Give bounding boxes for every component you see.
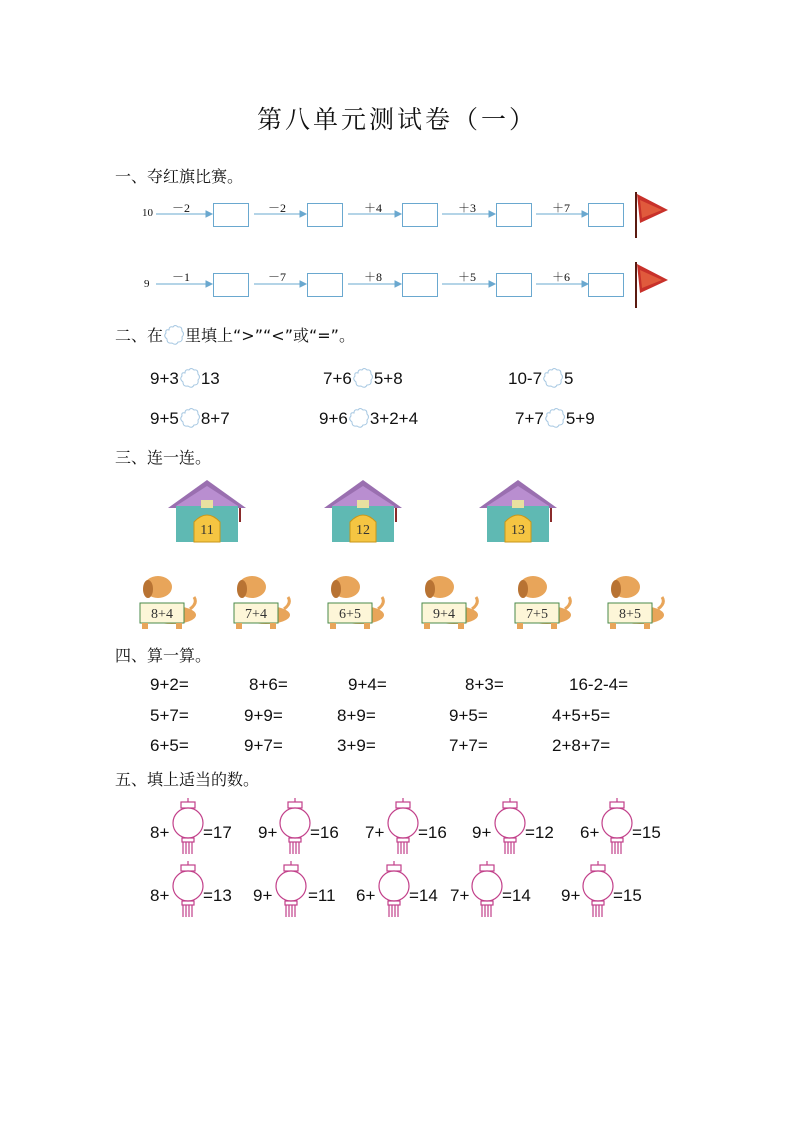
calc-item: 8+6= (249, 675, 288, 694)
compare-item (319, 407, 418, 429)
dog-icon[interactable] (222, 573, 292, 631)
lantern-pre: 8+ (150, 823, 170, 842)
row2-start: 9 (144, 278, 150, 290)
calc-item: 7+7= (449, 736, 488, 755)
row1-start: 10 (142, 207, 153, 219)
compare-right: 5+8 (373, 369, 403, 388)
section2-heading (115, 323, 355, 346)
dog-icon[interactable] (316, 573, 386, 631)
row2-op5: ＋6 (551, 270, 570, 284)
answer-box[interactable] (402, 203, 438, 227)
answer-box[interactable] (588, 273, 624, 297)
calc-item: 6+5= (150, 736, 189, 755)
dog-expression: 6+5 (339, 607, 361, 622)
lantern-post: =15 (632, 823, 661, 842)
answer-box[interactable] (213, 203, 249, 227)
house-number: 13 (511, 523, 525, 538)
compare-item (515, 407, 595, 429)
lantern-post: =14 (409, 886, 438, 905)
compare-right: 5 (564, 369, 574, 388)
dog-expression: 8+5 (619, 607, 641, 622)
red-flag-icon (632, 260, 672, 310)
dog-expression: 8+4 (151, 607, 173, 622)
lantern-post: =14 (502, 886, 531, 905)
row1-op2: －2 (267, 201, 286, 215)
cloud-icon[interactable] (179, 407, 201, 429)
dog-expression: 9+4 (433, 607, 455, 622)
answer-box[interactable] (307, 273, 343, 297)
lantern-icon[interactable] (581, 861, 615, 919)
dog-icon[interactable] (128, 573, 198, 631)
calc-item: 16-2-4= (569, 675, 629, 694)
lantern-post: =13 (203, 886, 232, 905)
lantern-icon[interactable] (493, 798, 527, 856)
dog-icon[interactable] (596, 573, 666, 631)
answer-box[interactable] (496, 203, 532, 227)
row1-op4: ＋3 (457, 201, 476, 215)
calc-item: 4+5+5= (552, 706, 611, 725)
lantern-post: =16 (418, 823, 447, 842)
lantern-pre: 8+ (150, 886, 170, 905)
calc-item: 9+4= (348, 675, 387, 694)
cloud-icon[interactable] (542, 367, 564, 389)
calc-item: 8+9= (337, 706, 376, 725)
section3-heading: 三、连一连。 (115, 448, 212, 467)
dog-expression: 7+4 (245, 607, 267, 622)
compare-left: 9+3 (150, 369, 179, 388)
compare-right: 3+2+4 (369, 409, 419, 428)
answer-box[interactable] (307, 203, 343, 227)
calc-item: 5+7= (150, 706, 189, 725)
calc-item: 9+7= (244, 736, 283, 755)
compare-left: 7+6 (323, 369, 352, 388)
lantern-icon[interactable] (171, 798, 205, 856)
lantern-icon[interactable] (274, 861, 308, 919)
calc-item: 9+9= (244, 706, 283, 725)
lantern-pre: 7+ (365, 823, 385, 842)
cloud-icon[interactable] (352, 367, 374, 389)
calc-item: 8+3= (465, 675, 504, 694)
compare-left: 9+5 (150, 409, 179, 428)
compare-item (508, 367, 574, 389)
lantern-pre: 9+ (258, 823, 278, 842)
section5-heading: 五、填上适当的数。 (115, 770, 260, 789)
compare-left: 9+6 (319, 409, 348, 428)
house-icon[interactable] (322, 478, 404, 546)
house-number: 11 (200, 523, 214, 538)
lantern-post: =17 (203, 823, 232, 842)
compare-item (323, 367, 403, 389)
row1-op3: ＋4 (363, 201, 382, 215)
row2-op4: ＋5 (457, 270, 476, 284)
section1-heading: 一、夺红旗比赛。 (115, 167, 244, 186)
lantern-post: =16 (310, 823, 339, 842)
lantern-post: =11 (308, 886, 336, 905)
dog-expression: 7+5 (526, 607, 548, 622)
row2-op3: ＋8 (363, 270, 382, 284)
answer-box[interactable] (213, 273, 249, 297)
compare-right: 8+7 (200, 409, 230, 428)
page-title: 第八单元测试卷（一） (256, 105, 537, 134)
lantern-pre: 6+ (356, 886, 376, 905)
cloud-icon[interactable] (179, 367, 201, 389)
cloud-icon[interactable] (348, 407, 370, 429)
row1-op1: －2 (171, 201, 190, 215)
house-icon[interactable] (477, 478, 559, 546)
lantern-post: =12 (525, 823, 554, 842)
answer-box[interactable] (588, 203, 624, 227)
lantern-pre: 6+ (580, 823, 600, 842)
lantern-icon[interactable] (377, 861, 411, 919)
lantern-icon[interactable] (470, 861, 504, 919)
calc-item: 2+8+7= (552, 736, 611, 755)
lantern-icon[interactable] (600, 798, 634, 856)
lantern-pre: 9+ (561, 886, 581, 905)
compare-item (150, 367, 220, 389)
lantern-icon[interactable] (386, 798, 420, 856)
row2-op1: －1 (171, 270, 190, 284)
cloud-icon (163, 324, 185, 346)
compare-right: 13 (200, 369, 220, 388)
compare-left: 7+7 (515, 409, 544, 428)
dog-icon[interactable] (410, 573, 480, 631)
dog-icon[interactable] (503, 573, 573, 631)
lantern-pre: 7+ (450, 886, 470, 905)
section2-heading-before: 二、在 (115, 326, 164, 345)
lantern-icon[interactable] (278, 798, 312, 856)
answer-box[interactable] (496, 273, 532, 297)
red-flag-icon (632, 190, 672, 240)
compare-right: 5+9 (565, 409, 595, 428)
calc-item: 3+9= (337, 736, 376, 755)
lantern-post: =15 (613, 886, 642, 905)
row2-op2: －7 (267, 270, 286, 284)
lantern-icon[interactable] (171, 861, 205, 919)
lantern-pre: 9+ (253, 886, 273, 905)
row1-op5: ＋7 (551, 201, 570, 215)
calc-item: 9+2= (150, 675, 189, 694)
section2-heading-after: 里填上“>”“<”或“=”。 (185, 326, 355, 345)
compare-left: 10-7 (508, 369, 543, 388)
calc-item: 9+5= (449, 706, 488, 725)
cloud-icon[interactable] (544, 407, 566, 429)
house-icon[interactable] (166, 478, 248, 546)
answer-box[interactable] (402, 273, 438, 297)
section4-heading: 四、算一算。 (115, 646, 212, 665)
house-number: 12 (356, 523, 370, 538)
lantern-pre: 9+ (472, 823, 492, 842)
compare-item (150, 407, 230, 429)
